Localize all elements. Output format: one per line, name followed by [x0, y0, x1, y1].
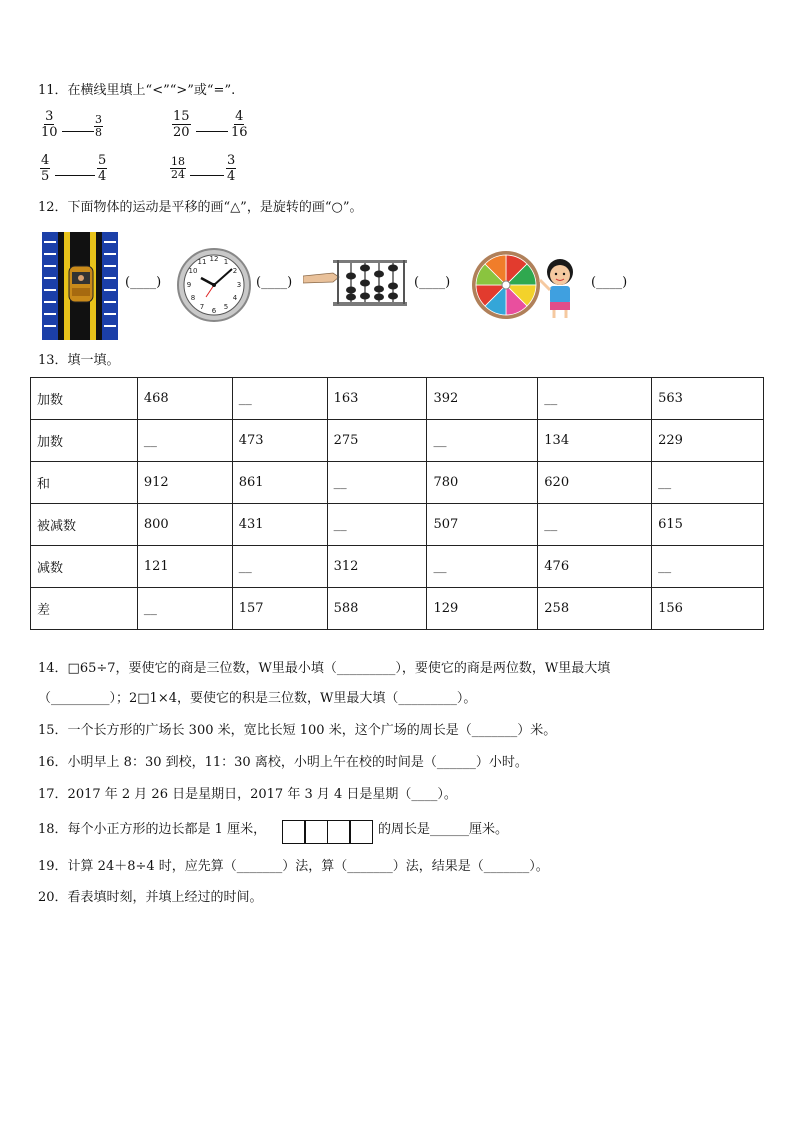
svg-text:9: 9 [186, 281, 192, 289]
fraction [97, 153, 107, 184]
table-cell-blank[interactable]: __ [652, 546, 764, 588]
table-cell: 431 [232, 504, 327, 546]
table-cell-blank[interactable]: __ [232, 378, 327, 420]
svg-text:10: 10 [188, 267, 198, 275]
numerator: 3 [45, 109, 54, 124]
fraction [226, 153, 236, 184]
question-16-text: 16．小明早上 8：30 到校，11：30 离校，小明上午在校的时间是（______）小时。 [38, 755, 528, 770]
table-cell: 476 [538, 546, 652, 588]
numerator: 15 [173, 109, 190, 124]
svg-text:6: 6 [211, 307, 217, 315]
row-label: 加数 [31, 420, 138, 462]
denominator: 10 [41, 125, 58, 140]
denominator: 4 [98, 169, 107, 184]
answer-blank[interactable] [196, 131, 228, 132]
row-label: 和 [31, 462, 138, 504]
denominator: 16 [231, 125, 248, 140]
table-cell: 134 [538, 420, 652, 462]
table-cell-blank[interactable]: __ [327, 504, 427, 546]
table-cell: 229 [652, 420, 764, 462]
table-cell: 275 [327, 420, 427, 462]
row-label: 差 [31, 588, 138, 630]
answer-blank[interactable]: (____) [414, 275, 451, 290]
table-cell: 507 [427, 504, 538, 546]
unit-square [304, 820, 328, 844]
answer-blank[interactable]: (____) [125, 275, 162, 290]
answer-blank[interactable] [62, 131, 94, 132]
row-label: 加数 [31, 378, 138, 420]
abacus-image [303, 256, 409, 310]
table-cell: 473 [232, 420, 327, 462]
question-18-text-before: 18．每个小正方形的边长都是 1 厘米， [38, 822, 267, 837]
table-cell-blank[interactable]: __ [327, 462, 427, 504]
table-cell-blank[interactable]: __ [427, 546, 538, 588]
unit-square [327, 820, 351, 844]
table-cell-blank[interactable]: __ [137, 588, 232, 630]
svg-text:11: 11 [197, 258, 207, 266]
table-cell-blank[interactable]: __ [427, 420, 538, 462]
denominator: 4 [227, 169, 236, 184]
svg-text:12: 12 [209, 255, 219, 263]
question-19-text: 19．计算 24＋8÷4 时，应先算（_______）法，算（_______）法，结果是（_______）。 [38, 859, 549, 874]
table-cell-blank[interactable]: __ [538, 378, 652, 420]
question-11-text: 11．在横线里填上“<”“>”或“=”. [38, 83, 236, 98]
row-label: 被减数 [31, 504, 138, 546]
numerator: 4 [41, 153, 50, 168]
table-row [31, 378, 764, 420]
table-cell: 392 [427, 378, 538, 420]
fraction [230, 109, 249, 140]
question-18-text-after: 的周长是______厘米。 [378, 822, 509, 837]
svg-text:1: 1 [223, 258, 229, 266]
table-cell: 468 [137, 378, 232, 420]
table-cell: 129 [427, 588, 538, 630]
fill-in-table [30, 377, 764, 630]
denominator: 8 [95, 126, 102, 139]
table-cell: 588 [327, 588, 427, 630]
fraction [170, 156, 186, 181]
svg-text:7: 7 [199, 303, 205, 311]
table-cell: 156 [652, 588, 764, 630]
table-cell: 800 [137, 504, 232, 546]
answer-blank[interactable]: (____) [256, 275, 293, 290]
unit-square [349, 820, 373, 844]
table-row [31, 504, 764, 546]
table-cell: 157 [232, 588, 327, 630]
svg-text:2: 2 [232, 267, 238, 275]
denominator: 20 [173, 125, 190, 140]
numerator: 3 [95, 113, 102, 126]
table-cell: 912 [137, 462, 232, 504]
spinner-wheel-image [470, 250, 586, 320]
answer-blank[interactable]: (____) [591, 275, 628, 290]
table-cell: 620 [538, 462, 652, 504]
denominator: 24 [171, 168, 185, 181]
svg-text:3: 3 [236, 281, 242, 289]
fraction [172, 109, 191, 140]
table-cell: 121 [137, 546, 232, 588]
row-label: 减数 [31, 546, 138, 588]
table-cell-blank[interactable]: __ [652, 462, 764, 504]
fraction [40, 109, 59, 140]
svg-text:4: 4 [232, 294, 238, 302]
table-cell: 163 [327, 378, 427, 420]
table-cell: 861 [232, 462, 327, 504]
numerator: 3 [227, 153, 236, 168]
table-cell: 563 [652, 378, 764, 420]
question-14-line-2: （_________）；2□1×4，要使它的积是三位数，W里最大填（_________）。 [38, 691, 477, 706]
fraction [40, 153, 50, 184]
table-row [31, 546, 764, 588]
question-15-text: 15．一个长方形的广场长 300 米，宽比长短 100 米，这个广场的周长是（_______）米。 [38, 723, 557, 738]
answer-blank[interactable] [55, 175, 95, 176]
escalator-car-image [42, 232, 118, 340]
table-cell: 780 [427, 462, 538, 504]
fraction [94, 114, 103, 139]
numerator: 5 [98, 153, 107, 168]
table-cell-blank[interactable]: __ [137, 420, 232, 462]
svg-text:5: 5 [223, 303, 229, 311]
five-square-strip [283, 820, 373, 844]
table-cell-blank[interactable]: __ [232, 546, 327, 588]
table-cell: 615 [652, 504, 764, 546]
answer-blank[interactable] [190, 175, 224, 176]
question-14-line-1: 14．□65÷7，要使它的商是三位数，W里最小填（_________），要使它的商是两位数，W里最大填 [38, 661, 611, 676]
table-cell: 258 [538, 588, 652, 630]
numerator: 4 [235, 109, 244, 124]
table-row [31, 588, 764, 630]
table-row [31, 462, 764, 504]
clock-image [176, 247, 252, 323]
svg-text:8: 8 [190, 294, 196, 302]
question-12-text: 12．下面物体的运动是平移的画“△”，是旋转的画“○”。 [38, 200, 363, 215]
unit-square [282, 820, 306, 844]
table-row [31, 420, 764, 462]
table-cell: 312 [327, 546, 427, 588]
question-13-text: 13．填一填。 [38, 353, 120, 368]
numerator: 18 [171, 155, 185, 168]
table-cell-blank[interactable]: __ [538, 504, 652, 546]
question-17-text: 17．2017 年 2 月 26 日是星期日，2017 年 3 月 4 日是星期（____）。 [38, 787, 457, 802]
denominator: 5 [41, 169, 50, 184]
question-20-text: 20．看表填时刻，并填上经过的时间。 [38, 890, 263, 905]
